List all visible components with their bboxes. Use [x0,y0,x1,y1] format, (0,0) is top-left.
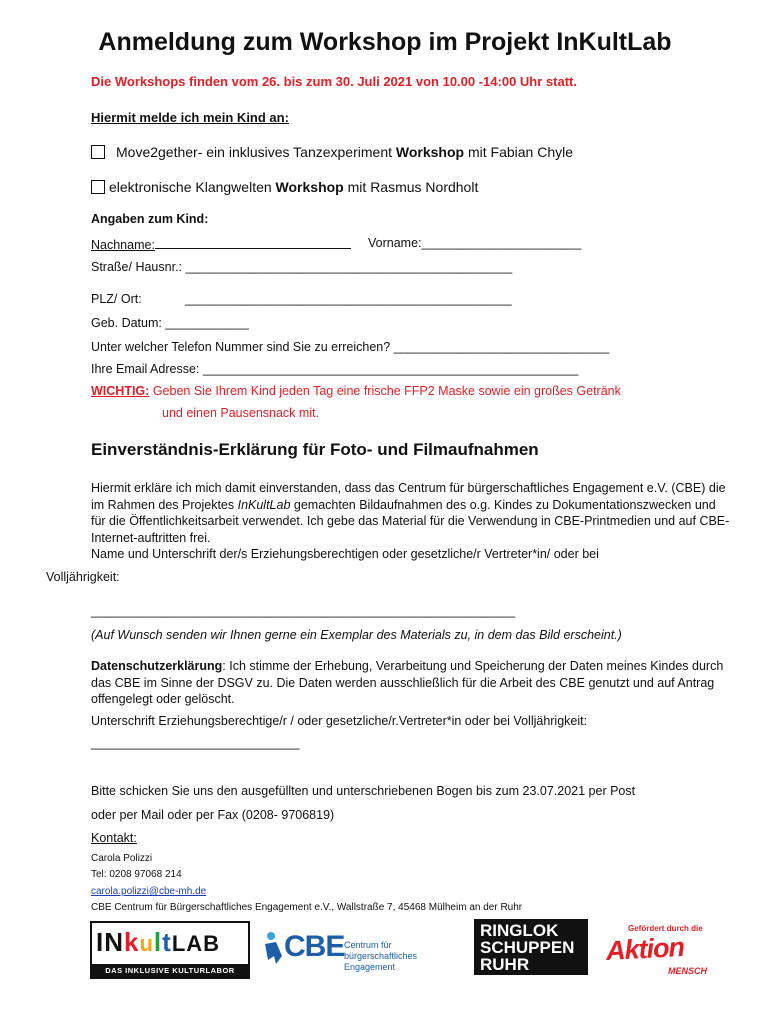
volljaehrig-label: Volljährigkeit: [46,570,120,584]
checkbox-klang[interactable] [91,180,105,194]
contact-name: Carola Polizzi [91,853,153,864]
privacy-label: Datenschutzerklärung [91,659,223,673]
important-label: WICHTIG: [91,384,150,398]
strasse-line[interactable]: _______________________________________________ [185,260,513,274]
strasse-label: Straße/ Hausnr.: [91,260,183,274]
option-klang-bold: Workshop [275,179,344,195]
privacy-signature-line[interactable]: ______________________________ [91,736,300,750]
ringlok-line-1: RINGLOK [480,921,559,940]
option-klang[interactable] [91,179,478,195]
consent-paragraph [91,480,731,563]
aktion-mensch-logo [606,924,718,980]
send-instructions-2: oder per Mail oder per Fax (0208- 9706819) [91,808,335,822]
inkultlab-t: t [162,927,172,957]
inkultlab-u: u [139,931,154,956]
inkultlab-tagline: DAS INKLUSIVE KULTURLABOR [92,964,248,977]
workshop-dates: Die Workshops finden vom 26. bis zum 30. Juli 2021 von 10.00 -14:00 Uhr statt. [91,74,577,89]
consent-signature-line[interactable]: _____________________________________________________________ [91,604,516,618]
consent-heading: Einverständnis-Erklärung für Foto- und Filmaufnahmen [91,440,539,459]
strasse-field[interactable] [91,260,512,274]
vorname-line[interactable]: _______________________ [421,236,582,250]
contact-label: Kontakt: [91,831,137,845]
consent-text-b: gemachten Bildaufnahmen des o.g. Kindes zu Dokumentationszwecken und für die Öffentlichkeitsarbeit verwendet. Ich gebe das Material für die Verwendung in CBE-Printmedien und auf CBE-Internet-auftritten frei. [91,497,730,545]
option-tanz-post: mit Fabian Chyle [464,144,574,160]
option-klang-post: mit Rasmus Nordholt [343,179,479,195]
inkultlab-wordmark [96,927,220,958]
inkultlab-k: k [124,927,140,957]
privacy-text: : Ich stimme der Erhebung, Verarbeitung und Speicherung der Daten meines Kindes durch das CBE im Sinne der DSGV zu. Die Daten werden ausschließlich für die Arbeit des CBE genutzt und auf Antrag offengelegt oder gelöscht. [91,659,724,706]
send-instructions-1: Bitte schicken Sie uns den ausgefüllten und unterschriebenen Bogen bis zum 23.07.2021 per Post [91,784,636,798]
ringlok-line-2: SCHUPPEN [480,938,575,957]
phone-field[interactable] [91,340,609,354]
cbe-line-2: bürgerschaftliches Engagement [344,951,418,972]
email-label: Ihre Email Adresse: [91,362,200,376]
plz-line[interactable]: _______________________________________________ [185,292,512,306]
registration-heading: Hiermit melde ich mein Kind an: [91,110,289,125]
cbe-logo [262,928,462,972]
geb-field[interactable] [91,316,249,330]
phone-label: Unter welcher Telefon Nummer sind Sie zu erreichen? [91,340,391,354]
vorname-field[interactable] [368,236,581,250]
geb-line[interactable]: ____________ [165,316,249,330]
cbe-name: CBE [284,930,345,963]
checkbox-tanz[interactable] [91,145,105,159]
cbe-line-1: Centrum für [344,940,392,950]
aktion-wordmark: Aktion [605,931,685,967]
nachname-label: Nachname: [91,238,155,252]
nachname-field[interactable] [91,236,351,252]
aktion-mensch-sub: MENSCH [668,966,708,976]
contact-tel: Tel: 0208 97068 214 [91,869,182,880]
option-tanz-bold: Workshop [395,144,465,160]
contact-email-link[interactable]: carola.polizzi@cbe-mh.de [91,886,207,897]
option-tanz-pre: Move2gether- ein inklusives Tanzexperiment [116,144,396,160]
inkultlab-lab: LAB [171,931,221,956]
page-title: Anmeldung zum Workshop im Projekt InKultLab [98,28,672,56]
important-text: Geben Sie Ihrem Kind jeden Tag eine frische FFP2 Maske sowie ein großes Getränk [152,384,621,398]
privacy-paragraph [91,658,731,708]
email-line[interactable]: ______________________________________________________ [202,362,579,376]
ringlokschuppen-logo [474,919,588,975]
consent-project-name: InKultLab [237,497,291,512]
inkultlab-logo [90,921,250,979]
option-klang-pre: elektronische Klangwelten [109,179,276,195]
important-note [91,384,621,398]
option-tanz[interactable] [91,144,573,160]
vorname-label: Vorname: [368,236,422,250]
geb-label: Geb. Datum: [91,316,162,330]
contact-address: CBE Centrum für Bürgerschaftliches Engagement e.V., Wallstraße 7, 45468 Mülheim an der Ruhr [91,902,523,913]
consent-text-a: Hiermit erkläre ich mich damit einverstanden, dass das Centrum für bürgerschaftliches Engagement e.V. (CBE) die im Rahmen des Projektes [91,481,726,512]
ringlok-line-3: RUHR [480,955,530,974]
aktion-funding-note: Gefördert durch die [628,924,703,933]
privacy-sign-label: Unterschrift Erziehungsberechtige/r / oder gesetzliche/r.Vertreter*in oder bei Volljährigkeit: [91,714,588,728]
email-field[interactable] [91,362,578,376]
inkultlab-in: IN [96,927,124,957]
inkultlab-l: l [153,927,163,957]
nachname-line[interactable] [155,236,351,249]
consent-text-c: Name und Unterschrift der/s Erziehungsberechtigen oder gesetzliche/r Vertreter*in/ oder bei [91,547,599,561]
child-heading: Angaben zum Kind: [91,212,209,226]
copy-note: (Auf Wunsch senden wir Ihnen gerne ein Exemplar des Materials zu, in dem das Bild erscheint.) [91,628,622,642]
phone-line[interactable]: _______________________________ [393,340,610,354]
cbe-fullname [344,940,462,973]
plz-label: PLZ/ Ort: [91,292,142,306]
important-text-2: und einen Pausensnack mit. [162,406,320,420]
